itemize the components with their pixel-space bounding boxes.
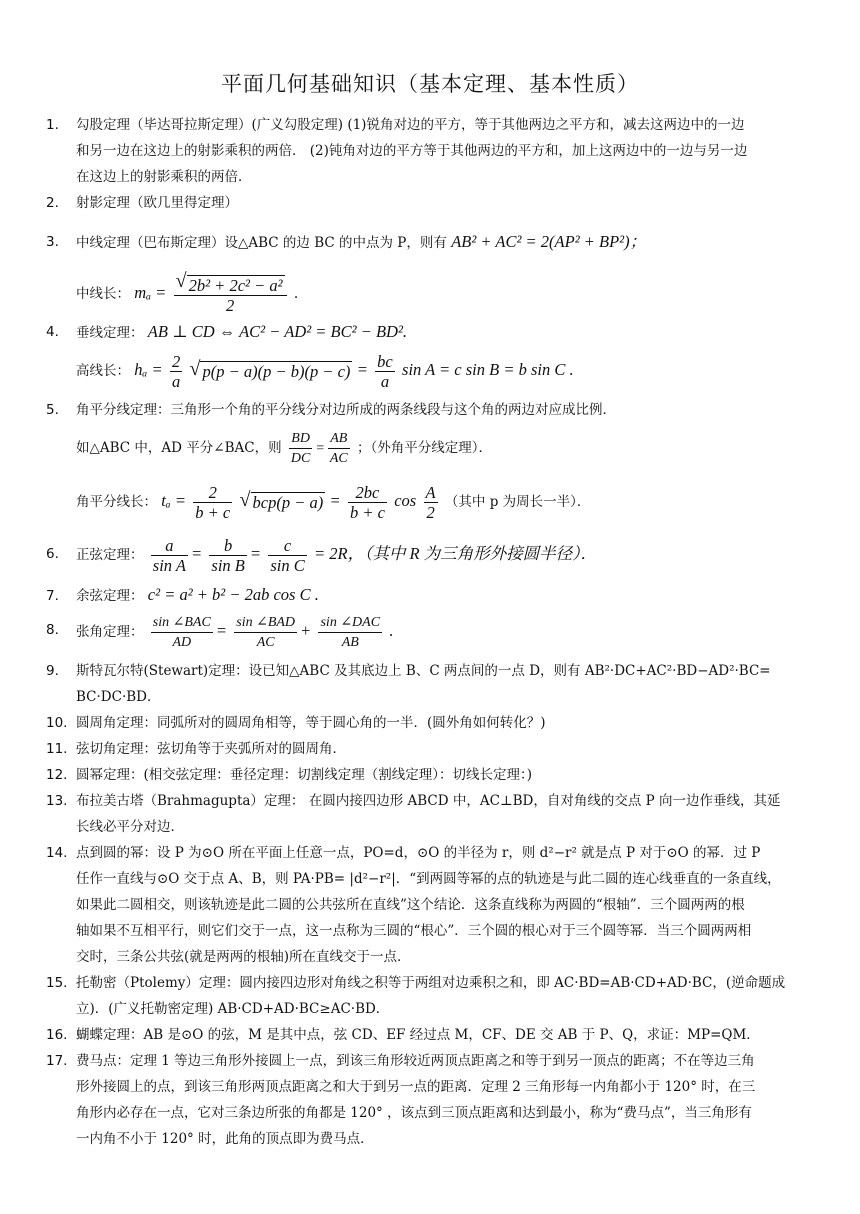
item-number: 15. xyxy=(46,975,68,991)
fraction: $\frac{2}{b + c}$ xyxy=(195,483,231,522)
item-number: 16. xyxy=(46,1027,68,1043)
formula-lhs: mₐ = xyxy=(134,283,167,302)
item-text: 点到圆的幂：设 P 为⊙O 所在平面上任意一点，PO=d，⊙O 的半径为 r，则 d²−r² 就是点 P 对于⊙O 的幂．过 P xyxy=(76,845,761,861)
item-number: 10. xyxy=(46,715,68,731)
fraction: $\frac{A}{2}$ xyxy=(425,483,436,522)
item-number: 4. xyxy=(46,324,59,340)
formula: c² = a² + b² − 2ab cos C . xyxy=(147,585,319,604)
fraction: $\frac{bc}{a}$ xyxy=(377,352,393,391)
sqrt: √ bcp(p − a) xyxy=(239,488,324,512)
item-number: 1. xyxy=(46,117,59,133)
page-title: 平面几何基础知识（基本定理、基本性质） xyxy=(221,72,639,96)
item-number: 3. xyxy=(46,234,59,250)
sqrt: √ p(p − a)(p − b)(p − c) xyxy=(189,357,351,381)
item-text: 和另一边在这边上的射影乘积的两倍． (2)钝角对边的平方等于其他两边的平方和，加上这两边中的一边与另一边 xyxy=(76,143,748,159)
item-text-prefix: 垂线定理： xyxy=(76,325,144,341)
item-text: 弦切角定理：弦切角等于夹弧所对的圆周角． xyxy=(76,741,346,757)
item-text: 如果此二圆相交，则该轨迹是此二圆的公共弦所在直线”这个结论．这条直线称为两圆的“根轴”．三个圆两两的根 xyxy=(76,897,745,913)
fraction: $\frac{b}{\text{sin B}}$ xyxy=(211,536,245,575)
item-text: 蝴蝶定理：AB 是⊙O 的弦，M 是其中点，弦 CD、EF 经过点 M，CF、DE 交 AB 于 P、Q，求证：MP=QM． xyxy=(76,1027,760,1043)
item-text: 任作一直线与⊙O 交于点 A、B，则 PA·PB= |d²−r²|．“到两圆等幂的点的轨迹是与此二圆的连心线垂直的一条直线， xyxy=(76,871,781,887)
item-text: 射影定理（欧几里得定理） xyxy=(76,195,238,211)
item-text-prefix: 中线定理（巴布斯定理）设△ABC 的边 BC 的中点为 P，则有 xyxy=(76,235,447,251)
formula: AB² + AC² = 2(AP² + BP²)； xyxy=(451,232,647,251)
item-text xyxy=(76,232,830,253)
fraction: $\frac{\text{sin ∠BAD}}{AC}$ xyxy=(236,615,296,650)
fraction: $\frac{2bc}{b + c}$ xyxy=(349,483,385,522)
fraction: $\frac{c}{\text{sin C}}$ xyxy=(270,536,305,575)
formula: AB ⊥ CD ⇔ AC² − AD² = BC² − BD². xyxy=(147,322,408,341)
item-text xyxy=(76,322,830,343)
item-text: 圆周角定理：同弧所对的圆周角相等，等于圆心角的一半．(圆外角如何转化？) xyxy=(76,715,546,731)
formula-tail: sin A = c sin B = b sin C . xyxy=(402,360,574,379)
fraction: $\frac{2}{a}$ xyxy=(171,352,181,391)
item-text: 托勒密（Ptolemy）定理：圆内接四边形对角线之积等于两组对边乘积之和，即 AC·BD=AB·CD+AD·BC，(逆命题成 xyxy=(76,975,786,991)
item-text: 勾股定理（毕达哥拉斯定理）(广义勾股定理) (1)锐角对边的平方，等于其他两边之平方和，减去这两边中的一边 xyxy=(76,117,745,133)
item-number: 7. xyxy=(46,588,59,604)
fraction: $\frac{a}{\text{sin A}}$ xyxy=(152,536,186,575)
item-text: 在这边上的射影乘积的两倍． xyxy=(76,169,252,185)
item-text: 一内角不小于 120° 时，此角的顶点即为费马点． xyxy=(76,1131,374,1147)
item-text: 角平分线定理：三角形一个角的平分线分对边所成的两条线段与这个角的两边对应成比例． xyxy=(76,402,616,418)
item-text: 轴如果不互相平行，则它们交于一点，这一点称为三圆的“根心”．三个圆的根心对于三个圆等幂．当三个圆两两相 xyxy=(76,923,752,939)
item-text: 布拉美古塔（Brahmagupta）定理： 在圆内接四边形 ABCD 中，AC⊥BD，自对角线的交点 P 向一边作垂线，其延 xyxy=(76,793,781,809)
item-text: 角平分线长： tₐ = $\frac{2}{b + c}$ √ bcp(p − a) = $\frac{2bc}{b + c}$ cos $\frac{A}{2}$ （其中 p 为周长一半）． xyxy=(76,478,830,524)
item-text: 高线长： hₐ = $\frac{2}{a}$ √ p(p − a)(p − b)(p − c) = $\frac{bc}{a}$ sin A = c sin B = b sin C . xyxy=(76,348,830,392)
item-text: 长线必平分对边． xyxy=(76,819,184,835)
item-text: 形外接圆上的点，到该三角形两顶点距离之和大于到另一点的距离．定理 2 三角形每一内角都小于 120° 时，在三 xyxy=(76,1079,756,1095)
item-number: 5. xyxy=(46,402,59,418)
sub-label: 高线长： xyxy=(76,363,130,379)
item-text: 圆幂定理：(相交弦定理：垂径定理：切割线定理（割线定理）：切线长定理：) xyxy=(76,767,533,783)
item-number: 6. xyxy=(46,546,59,562)
item-number: 9. xyxy=(46,663,59,679)
item-text: BC·DC·BD． xyxy=(76,689,161,705)
item-number: 11. xyxy=(46,741,68,757)
fraction: $\frac{\text{sin ∠BAC}}{AD}$ xyxy=(152,615,211,650)
item-text: 斯特瓦尔特(Stewart)定理：设已知△ABC 及其底边上 B、C 两点间的一点 D，则有 AB²·DC+AC²·BD−AD²·BC= xyxy=(76,663,771,679)
fraction: $\frac{BD}{DC}$ xyxy=(290,431,311,466)
item-text: 立)．(广义托勒密定理) AB·CD+AD·BC≥AC·BD． xyxy=(76,1001,390,1017)
item-number: 12. xyxy=(46,767,68,783)
item-number: 13. xyxy=(46,793,68,809)
item-text: 余弦定理： c² = a² + b² − 2ab cos C . xyxy=(76,585,319,604)
fraction: $\frac{\text{sin ∠DAC}}{AB}$ xyxy=(320,615,381,650)
item-text: 张角定理： $\frac{\text{sin ∠BAC}}{AD}$ = $\frac{\text{sin ∠BAD}}{AC}$ + $\frac{\text{sin ∠DAC}}{AB}$ . xyxy=(76,615,394,650)
item-text: 如△ABC 中，AD 平分∠BAC，则 $\frac{BD}{DC}$ = $\frac{AB}{AC}$ ；（外角平分线定理）． xyxy=(76,431,492,466)
item-number: 2. xyxy=(46,195,59,211)
formula-tail: . xyxy=(293,286,299,302)
sub-label: 中线长： xyxy=(76,286,130,302)
sqrt: √ 2b² + 2c² − a² xyxy=(175,270,283,296)
fraction: √ 2b² + 2c² − a² 2 xyxy=(174,274,287,315)
item-text: 角形内必存在一点，它对三条边所张的角都是 120° ，该点到三顶点距离和达到最小，称为“费马点”，当三角形有 xyxy=(76,1105,752,1121)
item-text: 交时，三条公共弦(就是两两的根轴)所在直线交于一点． xyxy=(76,949,411,965)
item-text xyxy=(76,270,830,316)
item-text: 正弦定理： $\frac{a}{\text{sin A}}$ = $\frac{b}{\text{sin B}}$ = $\frac{c}{\text{sin C}}$ = 2R，（其中 R 为三角形外接圆半径）． xyxy=(76,536,597,575)
fraction: $\frac{AB}{AC}$ xyxy=(329,431,348,466)
formula-lhs: hₐ = xyxy=(134,360,163,379)
item-text: 费马点：定理 1 等边三角形外接圆上一点，到该三角形较近两顶点距离之和等于到另一顶点的距离；不在等边三角 xyxy=(76,1053,755,1069)
item-number: 14. xyxy=(46,845,68,861)
item-number: 8. xyxy=(46,622,59,638)
item-number: 17. xyxy=(46,1053,68,1069)
